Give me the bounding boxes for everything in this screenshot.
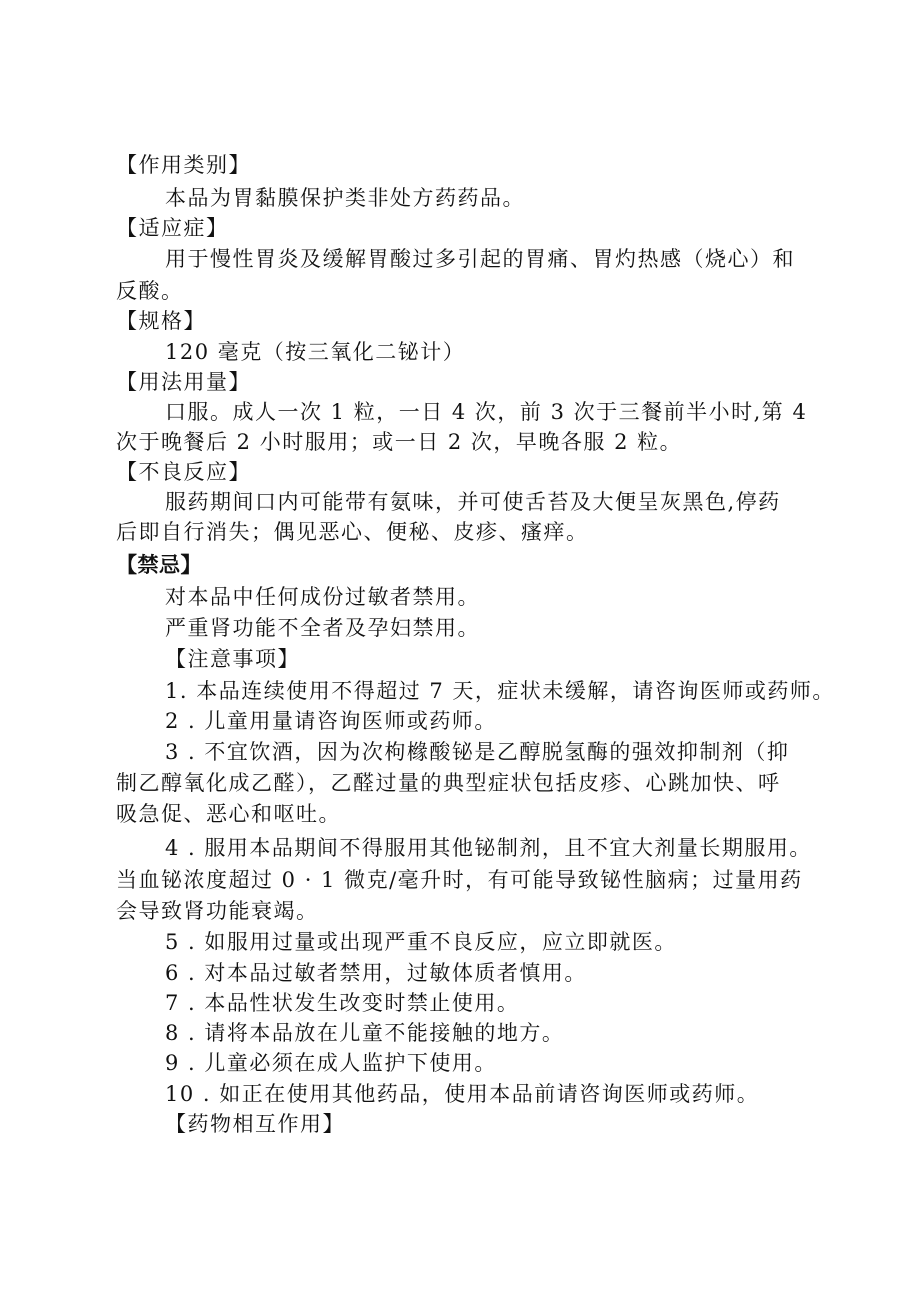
precaution-item-8: 8 . 请将本品放在儿童不能接触的地方。 bbox=[165, 1021, 565, 1045]
specification-text: 120 毫克（按三氧化二铋计） bbox=[165, 340, 466, 364]
precaution-item-4-line-2: 当血铋浓度超过 0 · 1 微克/毫升时，有可能导致铋性脑病；过量用药 bbox=[116, 868, 803, 892]
precaution-item-9: 9 . 儿童必须在成人监护下使用。 bbox=[165, 1051, 497, 1075]
category-text: 本品为胃黏膜保护类非处方药药品。 bbox=[165, 186, 525, 210]
precaution-item-3-line-1: 3 . 不宜饮酒，因为次枸橼酸铋是乙醇脱氢酶的强效抑制剂（抑 bbox=[165, 740, 790, 764]
dosage-heading: 【用法用量】 bbox=[116, 370, 251, 394]
dosage-text-line-1: 口服。成人一次 1 粒，一日 4 次，前 3 次于三餐前半小时,第 4 bbox=[165, 400, 808, 424]
contraindications-text-line-1: 对本品中任何成份过敏者禁用。 bbox=[165, 585, 480, 609]
indications-heading: 【适应症】 bbox=[116, 216, 229, 240]
interactions-heading: 【药物相互作用】 bbox=[165, 1112, 345, 1136]
precaution-item-7: 7 . 本品性状发生改变时禁止使用。 bbox=[165, 991, 520, 1015]
precautions-heading: 【注意事项】 bbox=[165, 647, 300, 671]
precaution-item-5: 5 . 如服用过量或出现严重不良反应，应立即就医。 bbox=[165, 930, 677, 954]
precaution-item-4-line-3: 会导致肾功能衰竭。 bbox=[116, 899, 319, 923]
indications-text-line-1: 用于慢性胃炎及缓解胃酸过多引起的胃痛、胃灼热感（烧心）和 bbox=[165, 247, 795, 271]
contraindications-text-line-2: 严重肾功能不全者及孕妇禁用。 bbox=[165, 616, 480, 640]
category-heading: 【作用类别】 bbox=[116, 153, 251, 177]
indications-text-line-2: 反酸。 bbox=[116, 279, 184, 303]
adverse-text-line-2: 后即自行消失；偶见恶心、便秘、皮疹、瘙痒。 bbox=[116, 520, 589, 544]
precaution-item-6: 6 . 对本品过敏者禁用，过敏体质者慎用。 bbox=[165, 961, 587, 985]
precaution-item-2: 2 . 儿童用量请咨询医师或药师。 bbox=[165, 709, 497, 733]
adverse-heading: 【不良反应】 bbox=[116, 460, 251, 484]
dosage-text-line-2: 次于晚餐后 2 小时服用；或一日 2 次，早晚各服 2 粒。 bbox=[116, 430, 683, 454]
precaution-item-10: 10 . 如正在使用其他药品，使用本品前请咨询医师或药师。 bbox=[165, 1082, 760, 1106]
precaution-item-3-line-2: 制乙醇氧化成乙醛），乙醛过量的典型症状包括皮疹、心跳加快、呼 bbox=[116, 771, 781, 795]
adverse-text-line-1: 服药期间口内可能带有氨味，并可使舌苔及大便呈灰黑色,停药 bbox=[165, 490, 781, 514]
contraindications-heading: 【禁忌】 bbox=[116, 553, 202, 577]
specification-heading: 【规格】 bbox=[116, 309, 206, 333]
precaution-item-1: 1. 本品连续使用不得超过 7 天，症状未缓解，请咨询医师或药师。 bbox=[165, 679, 835, 703]
precaution-item-4-line-1: 4 . 服用本品期间不得服用其他铋制剂，且不宜大剂量长期服用。 bbox=[165, 836, 812, 860]
precaution-item-3-line-3: 吸急促、恶心和呕吐。 bbox=[116, 802, 341, 826]
